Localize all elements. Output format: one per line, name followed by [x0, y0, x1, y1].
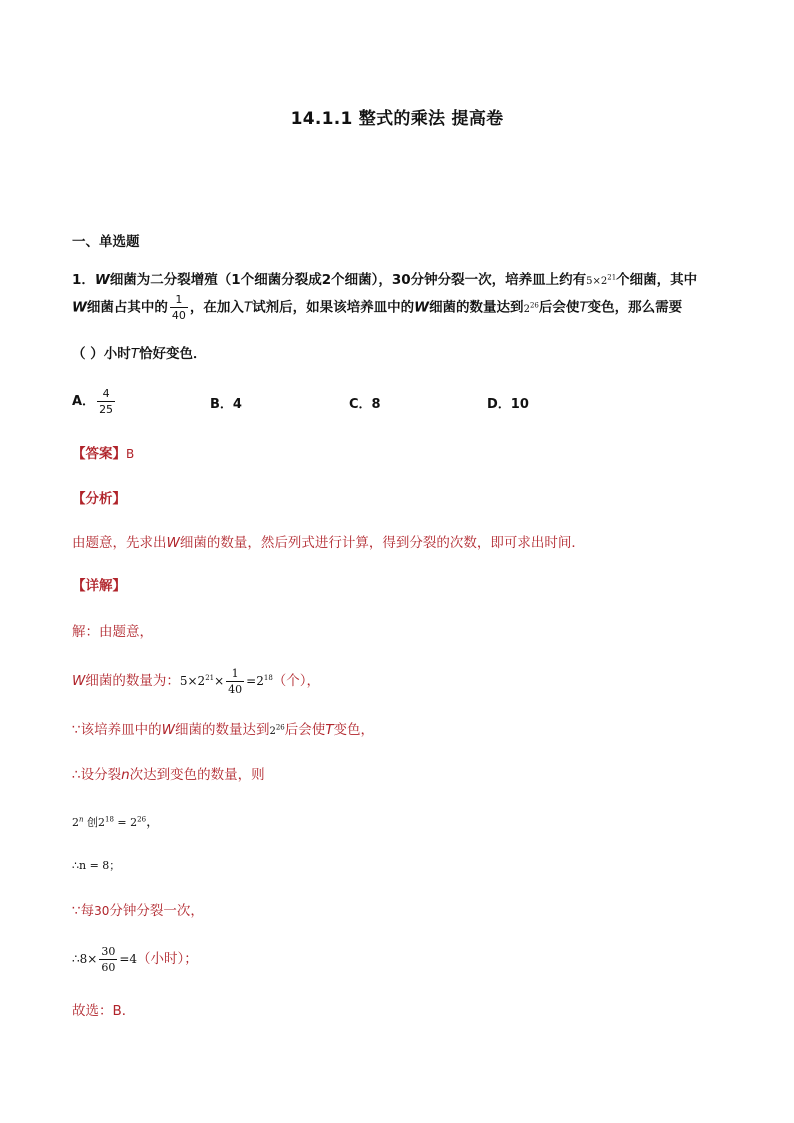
option-c: C．8	[349, 397, 381, 412]
page-title: 14.1.1 整式的乘法 提高卷	[290, 109, 504, 129]
answer-line	[72, 442, 734, 462]
math-expression: ∴8× $\frac{30}{60}$ =4	[72, 945, 138, 974]
fraction: $\frac{1}{40}$	[171, 293, 186, 322]
question-line-1: 1．W细菌为二分裂增殖（1个细菌分裂成2个细菌），30分钟分裂一次，培养皿上约有$5\times 2^{21}$个细菌，其中	[72, 272, 698, 288]
math-expression: $5\times 2^{21}\times$ $\frac{1}{40}$ $=2^{18}$	[179, 667, 273, 696]
detail-step-7: ∵每30分钟分裂一次，	[72, 903, 204, 919]
detail-step-6: ∴n = 8；	[72, 859, 121, 872]
fraction: $\frac{1}{40}$	[228, 667, 243, 696]
question-line-3: （ ）小时T恰好变色．	[72, 346, 207, 362]
math-expression: 2$^n$ 创$2^{18} = 2^{26}$	[72, 815, 147, 829]
detail-step-2: W细菌的数量为：$5\times 2^{21}\times$ $\frac{1}{40}$ $=2^{18}$（个），	[72, 667, 321, 696]
answer-value: B	[126, 447, 135, 461]
fraction: $\frac{30}{60}$	[101, 945, 116, 974]
detail-step-9: 故选：B．	[72, 1003, 136, 1019]
math-expression: $5\times 2^{21}$	[586, 273, 617, 287]
detail-step-4: ∴设分裂n次达到变色的数量，则	[72, 767, 265, 783]
detail-step-5: 2$^n$ 创$2^{18} = 2^{26}$，	[72, 814, 160, 830]
section-heading: 一、单选题	[72, 234, 140, 250]
question-line-2: W细菌占其中的 $\frac{1}{40}$ ，在加入T试剂后，如果该培养皿中的W细菌的数量达到$2^{26}$后会使T变色，那么需要	[72, 293, 683, 322]
analysis-label: 【分析】	[72, 491, 126, 507]
answer-label: 【答案】	[72, 446, 126, 462]
math-expression: $2^{26}$	[523, 301, 539, 315]
detail-label: 【详解】	[72, 578, 126, 594]
detail-step-8: ∴8× $\frac{30}{60}$ =4（小时）；	[72, 945, 198, 974]
analysis-text: 由题意，先求出W细菌的数量，然后列式进行计算，得到分裂的次数，即可求出时间．	[72, 535, 585, 551]
fraction: $\frac{4}{25}$	[99, 387, 114, 416]
option-a: A． $\frac{4}{25}$	[72, 387, 114, 416]
option-d: D．10	[487, 397, 529, 412]
detail-step-3: ∵该培养皿中的W细菌的数量达到$2^{26}$后会使T变色，	[72, 722, 374, 738]
option-b: B．4	[210, 397, 242, 412]
detail-step-1: 解：由题意，	[72, 624, 153, 640]
question-number: 1．	[72, 272, 95, 288]
